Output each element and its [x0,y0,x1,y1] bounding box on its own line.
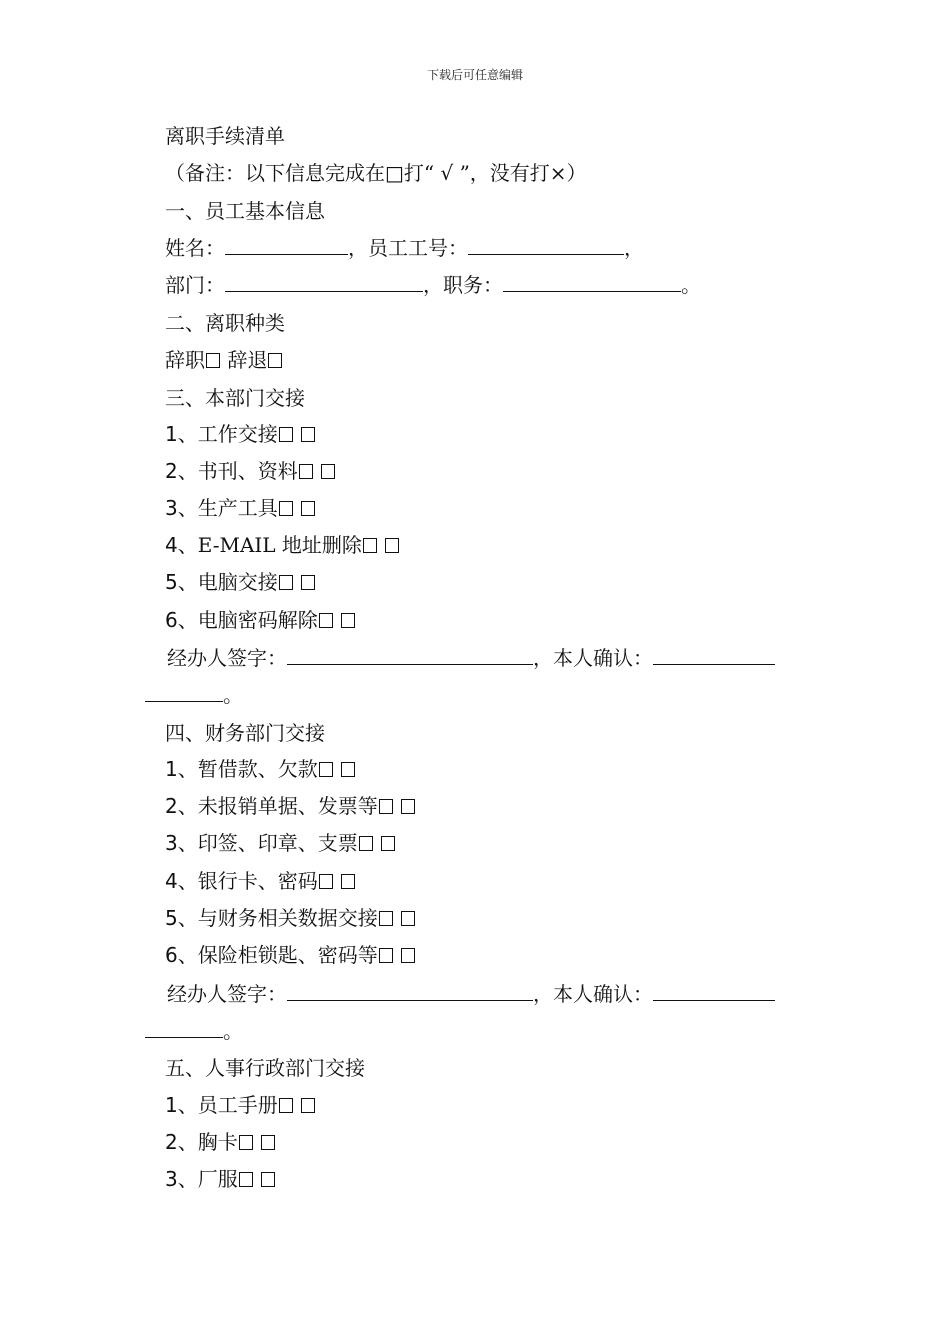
period: 。 [223,683,243,707]
leave-option-resign: 辞职 [165,348,205,372]
item-label: 厂服 [197,1167,238,1191]
handler-sign-field[interactable] [287,646,533,665]
checkbox-dismiss[interactable] [268,353,282,368]
checkbox-not-done[interactable] [341,762,355,777]
item-number: 1、 [165,757,198,781]
checkbox-not-done[interactable] [261,1135,275,1150]
dept-position-row [165,273,701,297]
checkbox-done[interactable] [279,1098,293,1113]
signature-row-continued [145,683,243,707]
checkbox-done[interactable] [359,836,373,851]
list-item [165,869,356,893]
signature-row [167,982,775,1006]
list-item [165,794,416,818]
self-confirm-field[interactable] [653,646,775,665]
item-number: 1、 [165,1093,198,1117]
section-3-heading: 三、本部门交接 [165,386,305,410]
list-item [165,1093,316,1117]
checkbox-not-done[interactable] [401,911,415,926]
dept-label: 部门： [165,273,225,297]
item-label: 暂借款、欠款 [197,757,318,781]
name-id-row [165,236,644,260]
self-confirm-field-continued[interactable] [145,683,223,702]
position-field[interactable] [503,273,681,292]
handler-sign-label: 经办人签字： [167,646,287,670]
name-label: 姓名： [165,236,225,260]
item-number: 3、 [165,1167,198,1191]
item-label: 工作交接 [197,422,278,446]
page-header: 下载后可任意编辑 [426,68,523,82]
signature-row-continued [145,1019,243,1043]
item-label: 印签、印章、支票 [197,831,358,855]
checkbox-done[interactable] [379,799,393,814]
leave-type-row [165,348,283,372]
item-label: 电脑密码解除 [197,608,318,632]
item-number: 4、 [165,869,198,893]
leave-option-dismiss: 辞退 [227,348,268,372]
checkbox-not-done[interactable] [341,613,355,628]
list-item [165,831,396,855]
checkbox-not-done[interactable] [301,501,315,516]
signature-row [167,646,775,670]
self-confirm-label: ，本人确认： [533,982,653,1006]
checkbox-done[interactable] [379,948,393,963]
item-number: 3、 [165,831,198,855]
period: 。 [681,273,701,297]
item-label: 书刊、资料 [197,459,298,483]
checkbox-done[interactable] [319,613,333,628]
checkbox-done[interactable] [319,762,333,777]
item-number: 4、 [165,533,198,557]
handler-sign-field[interactable] [287,982,533,1001]
list-item [165,757,356,781]
item-number: 6、 [165,943,198,967]
item-label: 银行卡、密码 [197,869,318,893]
section-1-heading: 一、员工基本信息 [165,199,325,223]
item-number: 2、 [165,794,198,818]
section-5-heading: 五、人事行政部门交接 [165,1056,365,1080]
item-label: 电脑交接 [197,570,278,594]
checkbox-done[interactable] [239,1172,253,1187]
checkbox-not-done[interactable] [341,874,355,889]
list-item [165,608,356,632]
checkbox-done[interactable] [379,911,393,926]
checkbox-not-done[interactable] [385,538,399,553]
position-label: ，职务： [423,273,503,297]
item-number: 2、 [165,459,198,483]
list-item [165,1167,276,1191]
checkbox-done[interactable] [239,1135,253,1150]
list-item [165,496,316,520]
item-label: 生产工具 [197,496,278,520]
emp-id-field[interactable] [468,236,624,255]
period: 。 [223,1019,243,1043]
list-item [165,570,316,594]
checkbox-done[interactable] [299,464,313,479]
checkbox-done[interactable] [279,575,293,590]
list-item [165,943,416,967]
checkbox-done[interactable] [279,501,293,516]
item-number: 6、 [165,608,198,632]
checkbox-not-done[interactable] [401,799,415,814]
item-label: 员工手册 [197,1093,278,1117]
checkbox-not-done[interactable] [301,575,315,590]
checkbox-not-done[interactable] [401,948,415,963]
item-number: 3、 [165,496,198,520]
item-number: 2、 [165,1130,198,1154]
self-confirm-field[interactable] [653,982,775,1001]
checkbox-done[interactable] [319,874,333,889]
item-label: 胸卡 [197,1130,238,1154]
checkbox-not-done[interactable] [321,464,335,479]
name-field[interactable] [225,236,348,255]
dept-field[interactable] [225,273,423,292]
checkbox-resign[interactable] [206,353,220,368]
item-label: E-MAIL 地址删除 [197,533,362,557]
checkbox-not-done[interactable] [301,1098,315,1113]
list-item [165,422,316,446]
list-item [165,459,336,483]
list-item [165,533,400,557]
item-label: 未报销单据、发票等 [197,794,378,818]
list-item [165,1130,276,1154]
comma: ， [624,236,644,260]
doc-title: 离职手续清单 [165,124,285,148]
item-number: 5、 [165,906,198,930]
doc-note: （备注：以下信息完成在□打“ √ ”，没有打×） [165,161,587,185]
self-confirm-field-continued[interactable] [145,1019,223,1038]
self-confirm-label: ，本人确认： [533,646,653,670]
item-number: 5、 [165,570,198,594]
section-4-heading: 四、财务部门交接 [165,721,325,745]
section-2-heading: 二、离职种类 [165,311,285,335]
checkbox-not-done[interactable] [381,836,395,851]
handler-sign-label: 经办人签字： [167,982,287,1006]
list-item [165,906,416,930]
emp-id-label: ，员工工号： [348,236,468,260]
item-label: 与财务相关数据交接 [197,906,378,930]
checkbox-done[interactable] [363,538,377,553]
item-label: 保险柜锁匙、密码等 [197,943,378,967]
item-number: 1、 [165,422,198,446]
checkbox-not-done[interactable] [261,1172,275,1187]
checkbox-done[interactable] [279,427,293,442]
checkbox-not-done[interactable] [301,427,315,442]
